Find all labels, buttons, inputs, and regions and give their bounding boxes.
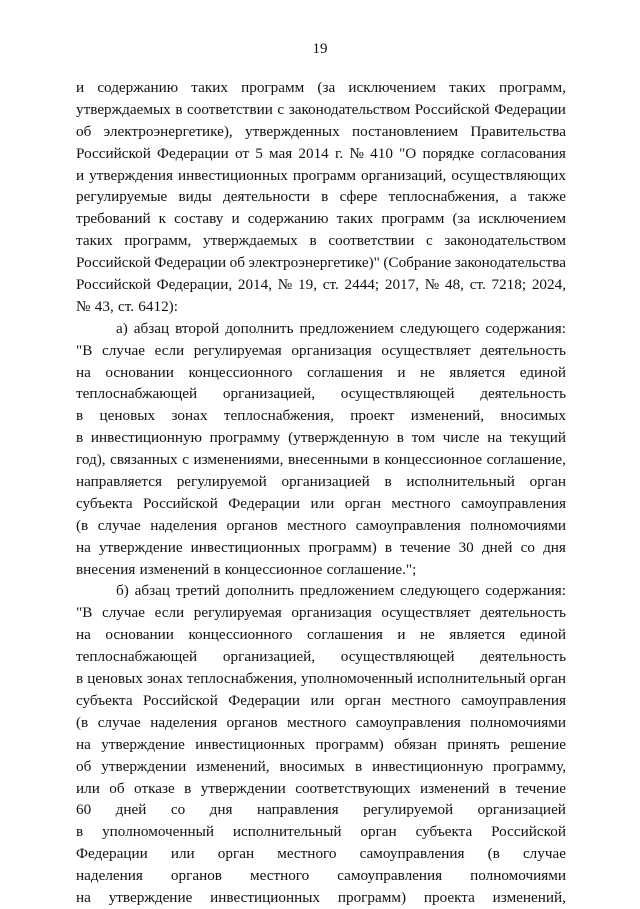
text-line: год), связанных с изменениями, внесенными в концессионное соглашение, [76,451,566,469]
text-line: на утверждение инвестиционных программ) обязан принять решение [76,735,566,753]
text-line: в уполномоченный исполнительный орган субъекта Российской [76,823,566,841]
text-line: 60 дней со дня направления регулируемой организацией [76,801,566,819]
document-body [76,77,566,909]
text-line: Федерации или орган местного самоуправления (в случае [76,845,566,863]
text-line: Российской Федерации, 2014, № 19, ст. 2444; 2017, № 48, ст. 7218; 2024, [76,276,566,294]
text-line: субъекта Российской Федерации или орган местного самоуправления [76,691,566,709]
text-line: субъекта Российской Федерации или орган местного самоуправления [76,494,566,512]
text-line: в ценовых зонах теплоснабжения, проект изменений, вносимых [76,407,566,425]
text-line: регулируемые виды деятельности в сфере теплоснабжения, а также [76,188,566,206]
text-line: б) абзац третий дополнить предложением следующего содержания: [116,582,566,600]
text-line: требований к составу и содержанию таких программ (за исключением [76,210,566,228]
text-line: а) абзац второй дополнить предложением следующего содержания: [116,319,566,337]
text-line: в инвестиционную программу (утвержденную в том числе на текущий [76,429,566,447]
text-line: или об отказе в утверждении соответствующих изменений в течение [76,779,566,797]
text-line: на основании концессионного соглашения и не является единой [76,363,566,381]
text-line: (в случае наделения органов местного самоуправления полномочиями [76,516,566,534]
text-line: "В случае если регулируемая организация осуществляет деятельность [76,341,566,359]
text-line: утверждаемых в соответствии с законодательством Российской Федерации [76,100,566,118]
text-line: "В случае если регулируемая организация осуществляет деятельность [76,604,566,622]
text-line: теплоснабжающей организацией, осуществляющей деятельность [76,648,566,666]
text-line: об утверждении изменений, вносимых в инвестиционную программу, [76,757,566,775]
page-number: 19 [312,41,328,57]
text-line: и утверждения инвестиционных программ организаций, осуществляющих [76,166,566,184]
text-line: об электроэнергетике), утвержденных постановлением Правительства [76,122,566,140]
text-line: направляется регулируемой организацией в исполнительный орган [76,473,566,491]
text-line: на утверждение инвестиционных программ) в течение 30 дней со дня [76,538,566,556]
text-line: № 43, ст. 6412): [76,297,178,315]
text-line: в ценовых зонах теплоснабжения, уполномоченный исполнительный орган [76,670,566,688]
text-line: на основании концессионного соглашения и не является единой [76,626,566,644]
text-line: на утверждение инвестиционных программ) проекта изменений, [76,888,566,906]
text-line: Российской Федерации от 5 мая 2014 г. № 410 "О порядке согласования [76,144,566,162]
text-line: внесения изменений в концессионное соглашение."; [76,560,417,578]
text-line: (в случае наделения органов местного самоуправления полномочиями [76,713,566,731]
text-line: и содержанию таких программ (за исключением таких программ, [76,79,566,96]
text-line: теплоснабжающей организацией, осуществляющей деятельность [76,385,566,403]
text-line: Российской Федерации об электроэнергетике)" (Собрание законодательства [76,254,566,272]
text-line: таких программ, утверждаемых в соответствии с законодательством [76,232,566,250]
text-line: наделения органов местного самоуправления полномочиями [76,867,566,885]
